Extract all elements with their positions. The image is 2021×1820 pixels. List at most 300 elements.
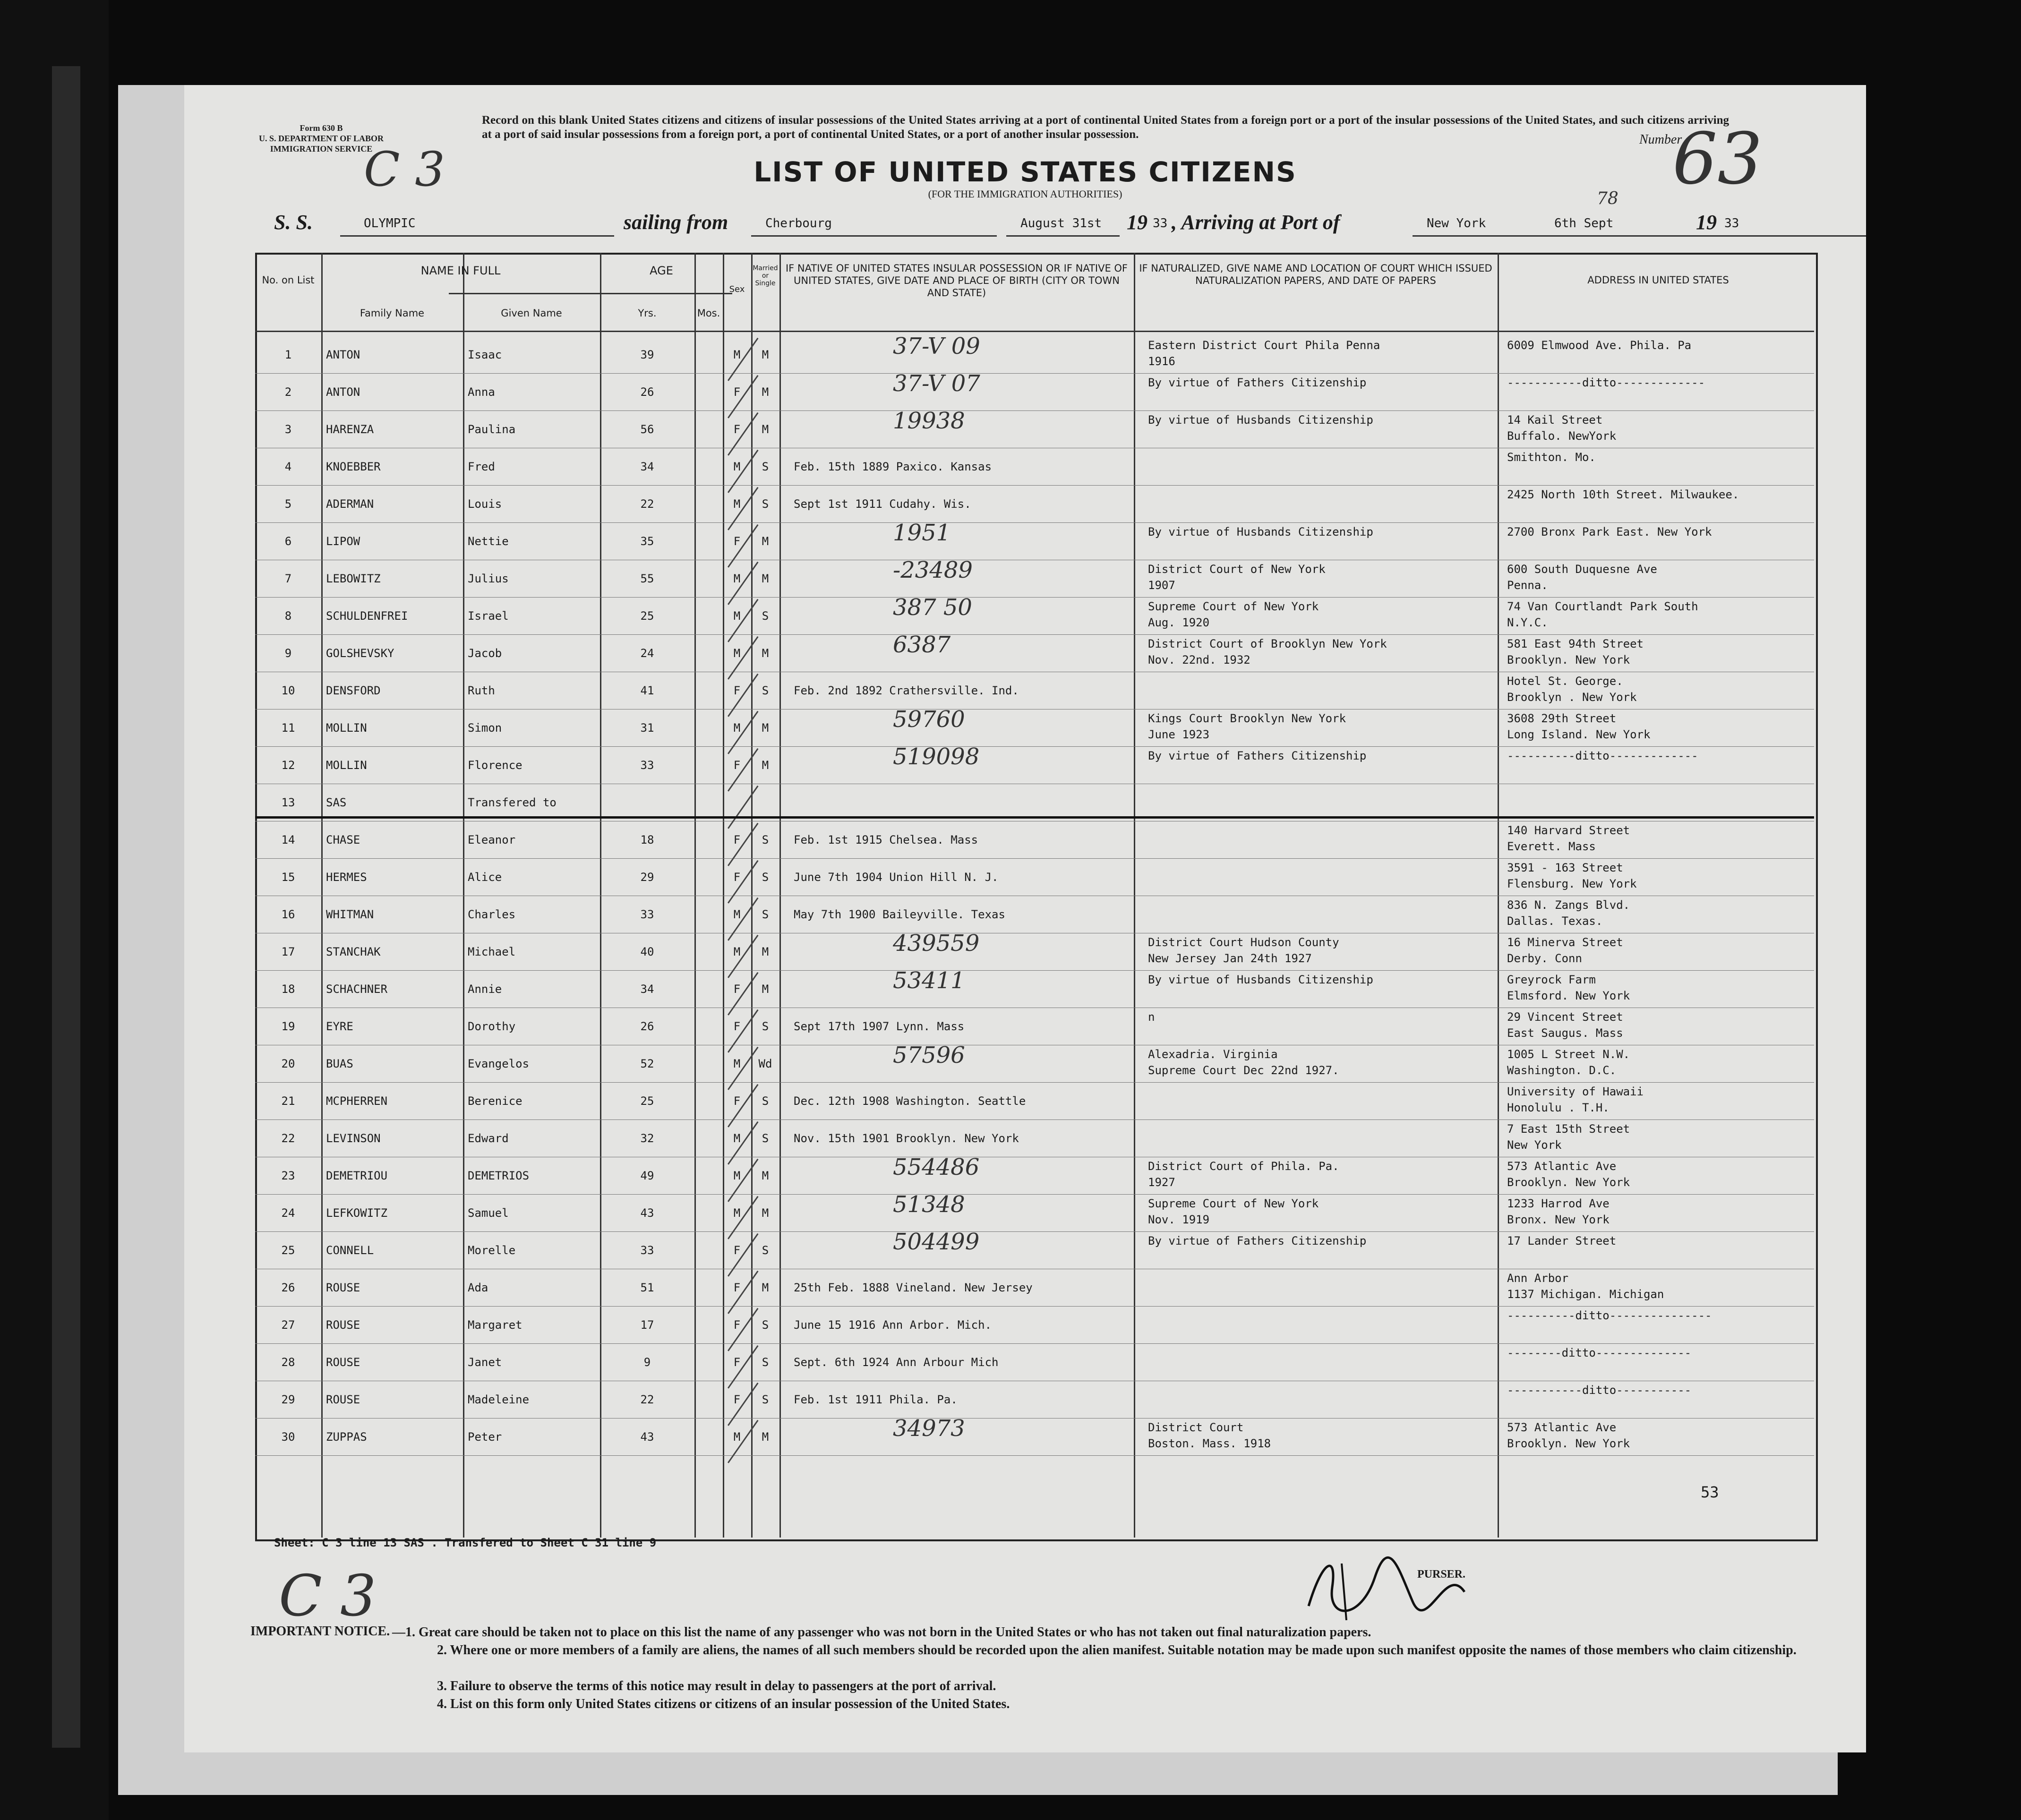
cell-ms: S xyxy=(762,1094,769,1108)
cell-family: SCHULDENFREI xyxy=(326,609,408,623)
cell-nat2: 1927 xyxy=(1148,1176,1175,1189)
purser-signature xyxy=(1304,1549,1483,1625)
cell-sex: F xyxy=(733,833,741,846)
cell-family: MOLLIN xyxy=(326,759,367,772)
cell-given: Charles xyxy=(468,908,516,921)
cell-age: 34 xyxy=(640,983,654,996)
cell-family: EYRE xyxy=(326,1020,353,1033)
cell-handwritten-number: 53411 xyxy=(893,967,965,994)
sheet-code-bottom: C 3 xyxy=(279,1564,377,1629)
row-divider xyxy=(255,522,1814,523)
cell-given: Fred xyxy=(468,460,495,473)
cell-sex: F xyxy=(733,1393,741,1406)
manifest-page xyxy=(184,85,1866,1752)
cell-ms: M xyxy=(762,759,769,772)
departure-underline xyxy=(751,235,997,237)
cell-no: 13 xyxy=(281,796,295,809)
cell-sex: M xyxy=(733,572,741,585)
cell-family: ROUSE xyxy=(326,1393,360,1406)
row-divider xyxy=(255,858,1814,859)
row-divider xyxy=(255,1231,1814,1232)
service-name: IMMIGRATION SERVICE xyxy=(270,144,373,154)
cell-no: 14 xyxy=(281,833,295,846)
cell-addr2: Brooklyn. New York xyxy=(1507,1437,1630,1450)
cell-given: Julius xyxy=(468,572,509,585)
cell-family: ANTON xyxy=(326,348,360,361)
row-divider xyxy=(255,410,1814,411)
col-divider-nat xyxy=(1498,253,1499,1538)
cell-ms: M xyxy=(762,647,769,660)
number-label: Number xyxy=(1639,132,1682,147)
col-divider-family xyxy=(463,253,464,1538)
cell-addr1: 573 Atlantic Ave xyxy=(1507,1160,1617,1173)
cell-ms: S xyxy=(762,1132,769,1145)
cell-ms: S xyxy=(762,908,769,921)
cell-ms: S xyxy=(762,1318,769,1332)
cell-no: 18 xyxy=(281,983,295,996)
cell-handwritten-number: 554486 xyxy=(893,1154,980,1180)
cell-ms: M xyxy=(762,1281,769,1294)
cell-family: LEVINSON xyxy=(326,1132,381,1145)
cell-family: MCPHERREN xyxy=(326,1094,388,1108)
cell-ms: M xyxy=(762,423,769,436)
cell-nat2: Nov. 22nd. 1932 xyxy=(1148,653,1250,666)
cell-given: Ada xyxy=(468,1281,488,1294)
cell-ms: M xyxy=(762,1430,769,1444)
cell-no: 30 xyxy=(281,1430,295,1444)
cell-ms: S xyxy=(762,871,769,884)
cell-nat1: District Court of Brooklyn New York xyxy=(1148,637,1387,650)
cell-age: 32 xyxy=(640,1132,654,1145)
cell-family: DEMETRIOU xyxy=(326,1169,388,1182)
cell-ms: M xyxy=(762,1206,769,1220)
cell-ms: M xyxy=(762,1169,769,1182)
header-birth: IF NATIVE OF UNITED STATES INSULAR POSSESSION OR IF NATIVE OF UNITED STATES, GIVE DATE AND PLACE OF BIRTH (CITY OR TOWN AND STATE) xyxy=(785,263,1128,299)
cell-sex: F xyxy=(733,1356,741,1369)
col-divider-sex xyxy=(751,253,753,1538)
cell-family: LEBOWITZ xyxy=(326,572,381,585)
cell-family: KNOEBBER xyxy=(326,460,381,473)
cell-sex: M xyxy=(733,497,741,511)
cell-no: 28 xyxy=(281,1356,295,1369)
cell-nat2: Boston. Mass. 1918 xyxy=(1148,1437,1271,1450)
cell-handwritten-number: 59760 xyxy=(893,706,965,733)
cell-nat2: 1916 xyxy=(1148,355,1175,368)
row-divider xyxy=(255,1455,1814,1456)
header-yrs: Yrs. xyxy=(638,308,657,319)
col-divider-birth xyxy=(1134,253,1135,1538)
cell-birth: June 15 1916 Ann Arbor. Mich. xyxy=(794,1318,992,1332)
cell-birth: 25th Feb. 1888 Vineland. New Jersey xyxy=(794,1281,1033,1294)
cell-given: Michael xyxy=(468,945,516,958)
cell-no: 27 xyxy=(281,1318,295,1332)
cell-given: Edward xyxy=(468,1132,509,1145)
cell-age: 39 xyxy=(640,348,654,361)
arriving-label: , Arriving at Port of xyxy=(1172,211,1340,234)
cell-no: 24 xyxy=(281,1206,295,1220)
cell-ms: S xyxy=(762,684,769,697)
cell-handwritten-number: 387 50 xyxy=(893,594,972,621)
cell-handwritten-number: 439559 xyxy=(893,930,980,957)
cell-handwritten-number: 34973 xyxy=(893,1415,965,1442)
row-divider xyxy=(255,1194,1814,1195)
sheet-transfer-note: Sheet: C 3 line 13 SAS . Transfered to Sheet C 31 line 9 xyxy=(274,1536,657,1549)
cell-ms: S xyxy=(762,609,769,623)
cell-age: 26 xyxy=(640,385,654,399)
arrival-underline xyxy=(1413,235,1866,237)
cell-family: HARENZA xyxy=(326,423,374,436)
cell-no: 2 xyxy=(284,385,292,399)
cell-nat1: By virtue of Husbands Citizenship xyxy=(1148,413,1373,427)
cell-ms: S xyxy=(762,460,769,473)
cell-age: 51 xyxy=(640,1281,654,1294)
cell-age: 55 xyxy=(640,572,654,585)
cell-birth: Feb. 1st 1911 Phila. Pa. xyxy=(794,1393,958,1406)
cell-birth: June 7th 1904 Union Hill N. J. xyxy=(794,871,999,884)
cell-given: Alice xyxy=(468,871,502,884)
cell-given: Paulina xyxy=(468,423,516,436)
cell-sex: M xyxy=(733,908,741,921)
cell-nat2: New Jersey Jan 24th 1927 xyxy=(1148,952,1312,965)
cell-age: 40 xyxy=(640,945,654,958)
cell-given: Louis xyxy=(468,497,502,511)
cell-addr2: Elmsford. New York xyxy=(1507,989,1630,1002)
cell-given: Eleanor xyxy=(468,833,516,846)
row-divider xyxy=(255,373,1814,374)
cell-given: Transfered to xyxy=(468,796,557,809)
cell-no: 25 xyxy=(281,1244,295,1257)
cell-addr1: 600 South Duquesne Ave xyxy=(1507,563,1657,576)
header-age: AGE xyxy=(650,264,673,277)
cell-sex: M xyxy=(733,721,741,735)
cell-age: 18 xyxy=(640,833,654,846)
cell-sex: F xyxy=(733,871,741,884)
cell-sex: M xyxy=(733,1057,741,1070)
header-subline-name xyxy=(449,293,732,294)
cell-sex: F xyxy=(733,423,741,436)
cell-birth: Sept 17th 1907 Lynn. Mass xyxy=(794,1020,965,1033)
cell-ms: S xyxy=(762,497,769,511)
cell-age: 17 xyxy=(640,1318,654,1332)
page-number: 53 xyxy=(1701,1483,1719,1501)
col-divider-no xyxy=(321,253,323,1538)
header-mos: Mos. xyxy=(697,308,720,319)
cell-addr1: 2425 North 10th Street. Milwaukee. xyxy=(1507,488,1739,501)
cell-no: 22 xyxy=(281,1132,295,1145)
cell-birth: Dec. 12th 1908 Washington. Seattle xyxy=(794,1094,1026,1108)
cell-age: 49 xyxy=(640,1169,654,1182)
cell-ms: S xyxy=(762,833,769,846)
cell-age: 35 xyxy=(640,535,654,548)
binder-strip xyxy=(52,66,80,1748)
cell-addr2: Dallas. Texas. xyxy=(1507,914,1603,928)
cell-nat1: District Court xyxy=(1148,1421,1244,1434)
cell-family: LEFKOWITZ xyxy=(326,1206,388,1220)
cell-nat1: Kings Court Brooklyn New York xyxy=(1148,712,1346,725)
cell-nat2: 1907 xyxy=(1148,579,1175,592)
cell-birth: Nov. 15th 1901 Brooklyn. New York xyxy=(794,1132,1019,1145)
cell-ms: S xyxy=(762,1393,769,1406)
cell-age: 56 xyxy=(640,423,654,436)
cell-addr1: -----------ditto----------- xyxy=(1507,1384,1692,1397)
header-name-in-full: NAME IN FULL xyxy=(420,264,501,277)
cell-handwritten-number: 57596 xyxy=(893,1042,965,1068)
cell-age: 29 xyxy=(640,871,654,884)
cell-addr1: 6009 Elmwood Ave. Phila. Pa xyxy=(1507,339,1692,352)
cell-addr1: 7 East 15th Street xyxy=(1507,1122,1630,1136)
cell-given: Isaac xyxy=(468,348,502,361)
cell-addr1: 17 Lander Street xyxy=(1507,1234,1617,1248)
cell-nat1: District Court Hudson County xyxy=(1148,936,1339,949)
cell-handwritten-number: 37-V 07 xyxy=(893,370,980,397)
cell-sex: F xyxy=(733,759,741,772)
cell-sex: M xyxy=(733,1430,741,1444)
cell-family: GOLSHEVSKY xyxy=(326,647,394,660)
cell-addr2: Bronx. New York xyxy=(1507,1213,1610,1226)
cell-nat1: Supreme Court of New York xyxy=(1148,600,1319,613)
row-divider xyxy=(255,597,1814,598)
cell-addr1: 581 East 94th Street xyxy=(1507,637,1644,650)
purser-label: PURSER. xyxy=(1417,1568,1466,1581)
row-divider xyxy=(255,746,1814,747)
notice-1: —1. Great care should be taken not to place on this list the name of any passenger who was not born in the United States or who has not taken out final naturalization papers. xyxy=(392,1625,1371,1640)
cell-given: Margaret xyxy=(468,1318,522,1332)
row-divider xyxy=(255,970,1814,971)
row-divider xyxy=(255,1306,1814,1307)
ship-underline xyxy=(340,235,614,237)
cell-birth: Feb. 1st 1915 Chelsea. Mass xyxy=(794,833,978,846)
cell-given: Berenice xyxy=(468,1094,522,1108)
cell-nat1: By virtue of Husbands Citizenship xyxy=(1148,525,1373,538)
cell-age: 34 xyxy=(640,460,654,473)
cell-sex: M xyxy=(733,1206,741,1220)
cell-family: SAS xyxy=(326,796,347,809)
cell-family: LIPOW xyxy=(326,535,360,548)
cell-family: ROUSE xyxy=(326,1318,360,1332)
cell-ms: M xyxy=(762,983,769,996)
cell-addr2: Buffalo. NewYork xyxy=(1507,429,1617,443)
cell-handwritten-number: 37-V 09 xyxy=(893,333,980,359)
cell-addr1: 2700 Bronx Park East. New York xyxy=(1507,525,1712,538)
cell-ms: M xyxy=(762,572,769,585)
cell-birth: Feb. 2nd 1892 Crathersville. Ind. xyxy=(794,684,1019,697)
cell-family: STANCHAK xyxy=(326,945,381,958)
cell-family: HERMES xyxy=(326,871,367,884)
cell-no: 12 xyxy=(281,759,295,772)
cell-addr1: 573 Atlantic Ave xyxy=(1507,1421,1617,1434)
cell-sex: M xyxy=(733,609,741,623)
cell-sex: F xyxy=(733,1244,741,1257)
cell-nat1: By virtue of Fathers Citizenship xyxy=(1148,1234,1367,1248)
cell-addr2: N.Y.C. xyxy=(1507,616,1548,629)
cell-birth: May 7th 1900 Baileyville. Texas xyxy=(794,908,1005,921)
cell-addr2: Everett. Mass xyxy=(1507,840,1596,853)
ss-label: S. S. xyxy=(274,211,313,234)
cell-family: MOLLIN xyxy=(326,721,367,735)
cell-addr1: Smithton. Mo. xyxy=(1507,451,1596,464)
cell-ms: S xyxy=(762,1244,769,1257)
cell-family: ROUSE xyxy=(326,1281,360,1294)
cell-addr1: University of Hawaii xyxy=(1507,1085,1644,1098)
cell-addr1: 836 N. Zangs Blvd. xyxy=(1507,898,1630,912)
cell-ms: M xyxy=(762,385,769,399)
notice-3: 3. Failure to observe the terms of this notice may result in delay to passengers at the port of arrival. xyxy=(437,1679,996,1693)
cell-ms: S xyxy=(762,1020,769,1033)
cell-nat1: n xyxy=(1148,1010,1155,1024)
cell-addr1: ----------ditto------------- xyxy=(1507,749,1698,762)
cell-family: CHASE xyxy=(326,833,360,846)
cell-given: Anna xyxy=(468,385,495,399)
cell-addr2: Derby. Conn xyxy=(1507,952,1582,965)
cell-birth: Sept 1st 1911 Cudahy. Wis. xyxy=(794,497,971,511)
cell-sex: F xyxy=(733,1094,741,1108)
cell-sex: M xyxy=(733,460,741,473)
cell-given: Ruth xyxy=(468,684,495,697)
cell-age: 9 xyxy=(643,1356,651,1369)
cell-sex: F xyxy=(733,535,741,548)
arrival-date: 6th Sept xyxy=(1554,216,1614,231)
cell-no: 20 xyxy=(281,1057,295,1070)
cell-nat1: Supreme Court of New York xyxy=(1148,1197,1319,1210)
cell-given: Dorothy xyxy=(468,1020,516,1033)
cell-handwritten-number: 519098 xyxy=(893,743,980,770)
cell-family: BUAS xyxy=(326,1057,353,1070)
cell-addr1: 29 Vincent Street xyxy=(1507,1010,1623,1024)
cell-given: Nettie xyxy=(468,535,509,548)
cell-addr2: Washington. D.C. xyxy=(1507,1064,1617,1077)
col-divider-given xyxy=(600,253,601,1538)
row-divider xyxy=(255,1119,1814,1120)
arrival-port: New York xyxy=(1427,216,1486,231)
intro-text: Record on this blank United States citizens and citizens of insular possessions of the United States arriving at a port of continental United States from a foreign port or a port of the insular possessions of the United States, and such citizens arriving at a port of said insular possessions from a foreign port, a port of continental United States, or a port of another insular possession. xyxy=(482,114,1729,141)
cell-addr1: 140 Harvard Street xyxy=(1507,824,1630,837)
cell-no: 4 xyxy=(284,460,292,473)
departure-date: August 31st xyxy=(1020,216,1102,231)
sailing-label: sailing from xyxy=(624,211,728,234)
year-prefix-from: 19 xyxy=(1127,211,1148,234)
cell-nat2: Aug. 1920 xyxy=(1148,616,1210,629)
cell-no: 6 xyxy=(284,535,292,548)
cell-no: 29 xyxy=(281,1393,295,1406)
cell-no: 8 xyxy=(284,609,292,623)
cell-addr2: 1137 Michigan. Michigan xyxy=(1507,1288,1664,1301)
cell-no: 1 xyxy=(284,348,292,361)
cell-given: Madeleine xyxy=(468,1393,530,1406)
cell-handwritten-number: 6387 xyxy=(893,632,951,658)
date-underline xyxy=(1006,235,1120,237)
cell-no: 5 xyxy=(284,497,292,511)
header-family: Family Name xyxy=(360,308,425,319)
cell-nat1: By virtue of Husbands Citizenship xyxy=(1148,973,1373,986)
page-title: LIST OF UNITED STATES CITIZENS xyxy=(754,156,1297,188)
cell-addr2: New York xyxy=(1507,1138,1562,1152)
cell-no: 15 xyxy=(281,871,295,884)
notice-4: 4. List on this form only United States citizens or citizens of an insular possession of the United States. xyxy=(437,1697,1010,1711)
cell-age: 22 xyxy=(640,497,654,511)
cell-given: Annie xyxy=(468,983,502,996)
cell-no: 26 xyxy=(281,1281,295,1294)
cell-addr2: Brooklyn. New York xyxy=(1507,653,1630,666)
cell-no: 16 xyxy=(281,908,295,921)
cell-handwritten-number: -23489 xyxy=(893,557,973,583)
page-subtitle: (FOR THE IMMIGRATION AUTHORITIES) xyxy=(928,188,1122,200)
row-divider xyxy=(255,485,1814,486)
form-number: Form 630 B xyxy=(300,123,343,133)
cell-sex: M xyxy=(733,1132,741,1145)
cell-age: 43 xyxy=(640,1206,654,1220)
year-prefix-arrive: 19 xyxy=(1696,211,1717,234)
cell-sex: F xyxy=(733,983,741,996)
cell-addr1: 3608 29th Street xyxy=(1507,712,1617,725)
row-divider xyxy=(255,634,1814,635)
cell-sex: F xyxy=(733,1281,741,1294)
cell-no: 19 xyxy=(281,1020,295,1033)
cell-addr2: Flensburg. New York xyxy=(1507,877,1637,890)
cell-addr1: -----------ditto------------- xyxy=(1507,376,1705,389)
col-divider-mos xyxy=(723,253,724,1538)
cell-nat1: By virtue of Fathers Citizenship xyxy=(1148,749,1367,762)
department-name: U. S. DEPARTMENT OF LABOR xyxy=(258,134,384,143)
cell-no: 23 xyxy=(281,1169,295,1182)
cell-age: 25 xyxy=(640,609,654,623)
col-divider-yrs xyxy=(694,253,696,1538)
cell-sex: F xyxy=(733,684,741,697)
cell-sex: F xyxy=(733,1020,741,1033)
cell-age: 22 xyxy=(640,1393,654,1406)
header-address: ADDRESS IN UNITED STATES xyxy=(1587,274,1729,286)
cell-ms: S xyxy=(762,1356,769,1369)
cell-given: Peter xyxy=(468,1430,502,1444)
cell-addr2: Brooklyn. New York xyxy=(1507,1176,1630,1189)
cell-no: 11 xyxy=(281,721,295,735)
departure-year: 33 xyxy=(1153,216,1168,231)
cell-age: 33 xyxy=(640,1244,654,1257)
cell-addr2: Brooklyn . New York xyxy=(1507,691,1637,704)
cell-age: 31 xyxy=(640,721,654,735)
cell-sex: M xyxy=(733,647,741,660)
cell-age: 43 xyxy=(640,1430,654,1444)
cell-no: 10 xyxy=(281,684,295,697)
cell-handwritten-number: 1951 xyxy=(893,520,951,546)
ship-name: OLYMPIC xyxy=(364,216,416,231)
cell-addr1: 1005 L Street N.W. xyxy=(1507,1048,1630,1061)
row-divider xyxy=(255,1343,1814,1344)
cell-handwritten-number: 19938 xyxy=(893,408,965,434)
cell-given: Janet xyxy=(468,1356,502,1369)
cell-addr2: East Saugus. Mass xyxy=(1507,1026,1623,1040)
cell-nat1: Eastern District Court Phila Penna xyxy=(1148,339,1380,352)
header-sex: Sex xyxy=(729,284,745,294)
departure-port: Cherbourg xyxy=(765,216,832,231)
number-value: 63 xyxy=(1672,118,1763,200)
cell-family: ROUSE xyxy=(326,1356,360,1369)
cell-no: 17 xyxy=(281,945,295,958)
cell-age: 33 xyxy=(640,908,654,921)
cell-sex: F xyxy=(733,385,741,399)
cell-addr2: Long Island. New York xyxy=(1507,728,1651,741)
cell-addr1: 3591 - 163 Street xyxy=(1507,861,1623,874)
cell-sex: M xyxy=(733,1169,741,1182)
header-bottom-line xyxy=(255,331,1814,332)
cell-no: 3 xyxy=(284,423,292,436)
cell-birth: Feb. 15th 1889 Paxico. Kansas xyxy=(794,460,992,473)
cell-family: ZUPPAS xyxy=(326,1430,367,1444)
cell-handwritten-number: 504499 xyxy=(893,1229,980,1255)
cell-age: 26 xyxy=(640,1020,654,1033)
cell-nat1: Alexadria. Virginia xyxy=(1148,1048,1278,1061)
cell-given: Florence xyxy=(468,759,522,772)
cell-no: 7 xyxy=(284,572,292,585)
